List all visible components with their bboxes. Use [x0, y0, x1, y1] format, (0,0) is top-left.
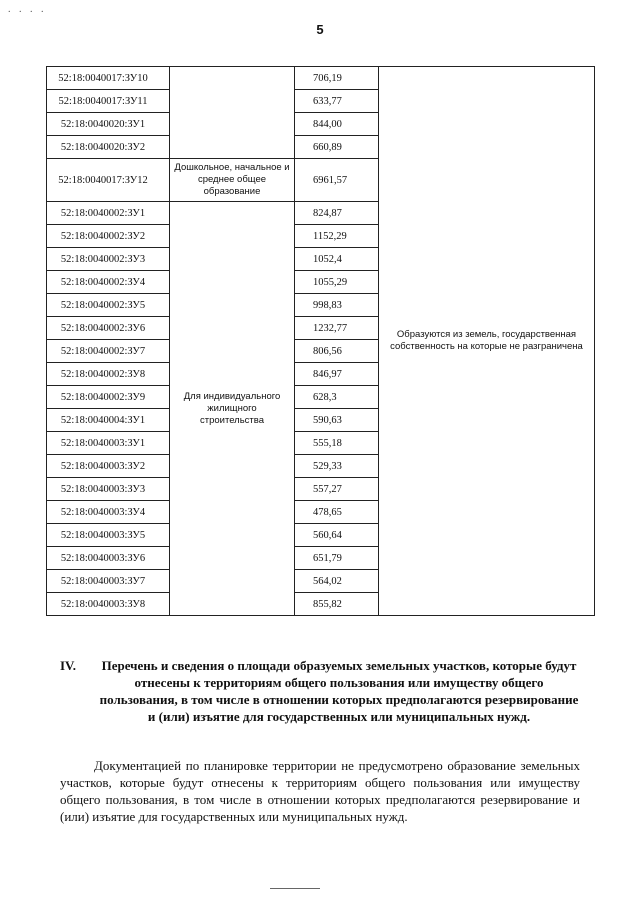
- parcel-area: 628,3: [295, 386, 379, 409]
- parcels-table: [46, 66, 595, 616]
- land-ownership-note: Образуются из земель, государственная собственность на которые не разграничена: [379, 67, 595, 616]
- section-heading: Перечень и сведения о площади образуемых земельных участков, которые будут отнесены к территориям общего пользования или имуществу общего пользования, в том числе в отношении которых предполагаются резервирование и (или) изъятие для государственных или муниципальных нужд.: [99, 658, 579, 724]
- parcel-area: 557,27: [295, 478, 379, 501]
- parcel-number: 52:18:0040002:ЗУ7: [47, 340, 170, 363]
- parcel-area: 844,00: [295, 113, 379, 136]
- parcel-area: 706,19: [295, 67, 379, 90]
- parcel-area: 1052,4: [295, 248, 379, 271]
- parcel-number: 52:18:0040002:ЗУ2: [47, 225, 170, 248]
- parcel-number: 52:18:0040002:ЗУ4: [47, 271, 170, 294]
- parcel-number: 52:18:0040020:ЗУ2: [47, 136, 170, 159]
- parcel-number: 52:18:0040020:ЗУ1: [47, 113, 170, 136]
- parcel-number: 52:18:0040002:ЗУ9: [47, 386, 170, 409]
- parcel-area: 478,65: [295, 501, 379, 524]
- section-iv: [60, 657, 580, 725]
- section-number: IV.: [60, 658, 77, 673]
- parcel-area: 998,83: [295, 294, 379, 317]
- permitted-use-housing: Для индивидуального жилищного строительства: [170, 202, 295, 616]
- parcel-area: 855,82: [295, 593, 379, 616]
- parcel-area: 1232,77: [295, 317, 379, 340]
- parcel-number: 52:18:0040003:ЗУ2: [47, 455, 170, 478]
- parcel-area: 806,56: [295, 340, 379, 363]
- footer-divider: [270, 888, 320, 889]
- parcel-number: 52:18:0040002:ЗУ1: [47, 202, 170, 225]
- parcel-area: 651,79: [295, 547, 379, 570]
- parcel-number: 52:18:0040002:ЗУ5: [47, 294, 170, 317]
- body-paragraph: Документацией по планировке территории не предусмотрено образование земельных участков, которые будут отнесены к территориям общего пользования или имуществу общего пользования, в том числе в отношении которых предполагаются резервирование и (или) изъятие для государственных или муниципальных нужд.: [60, 758, 580, 824]
- parcel-number: 52:18:0040004:ЗУ1: [47, 409, 170, 432]
- parcel-number: 52:18:0040002:ЗУ6: [47, 317, 170, 340]
- parcel-number: 52:18:0040003:ЗУ1: [47, 432, 170, 455]
- parcel-number: 52:18:0040003:ЗУ6: [47, 547, 170, 570]
- parcel-number: 52:18:0040002:ЗУ8: [47, 363, 170, 386]
- permitted-use-preschool: Дошкольное, начальное и среднее общее образование: [170, 159, 295, 202]
- parcel-number: 52:18:0040003:ЗУ7: [47, 570, 170, 593]
- parcel-number: 52:18:0040017:ЗУ12: [47, 159, 170, 202]
- parcel-area: 529,33: [295, 455, 379, 478]
- parcel-area: 660,89: [295, 136, 379, 159]
- scan-marks: . . . .: [8, 4, 47, 15]
- parcel-number: 52:18:0040003:ЗУ4: [47, 501, 170, 524]
- parcel-area: 1055,29: [295, 271, 379, 294]
- parcel-number: 52:18:0040017:ЗУ10: [47, 67, 170, 90]
- parcel-area: 824,87: [295, 202, 379, 225]
- parcel-area: 846,97: [295, 363, 379, 386]
- parcel-area: 590,63: [295, 409, 379, 432]
- parcel-number: 52:18:0040002:ЗУ3: [47, 248, 170, 271]
- parcel-area: 564,02: [295, 570, 379, 593]
- parcel-area: 1152,29: [295, 225, 379, 248]
- parcel-number: 52:18:0040003:ЗУ3: [47, 478, 170, 501]
- parcel-number: 52:18:0040003:ЗУ5: [47, 524, 170, 547]
- parcel-area: 555,18: [295, 432, 379, 455]
- parcels-table-body: [47, 67, 595, 616]
- page-number: 5: [316, 22, 324, 37]
- parcel-area: 6961,57: [295, 159, 379, 202]
- table-row: [47, 67, 595, 90]
- parcel-area: 633,77: [295, 90, 379, 113]
- parcel-area: 560,64: [295, 524, 379, 547]
- use-cell-empty: [170, 67, 295, 159]
- parcel-number: 52:18:0040017:ЗУ11: [47, 90, 170, 113]
- parcel-number: 52:18:0040003:ЗУ8: [47, 593, 170, 616]
